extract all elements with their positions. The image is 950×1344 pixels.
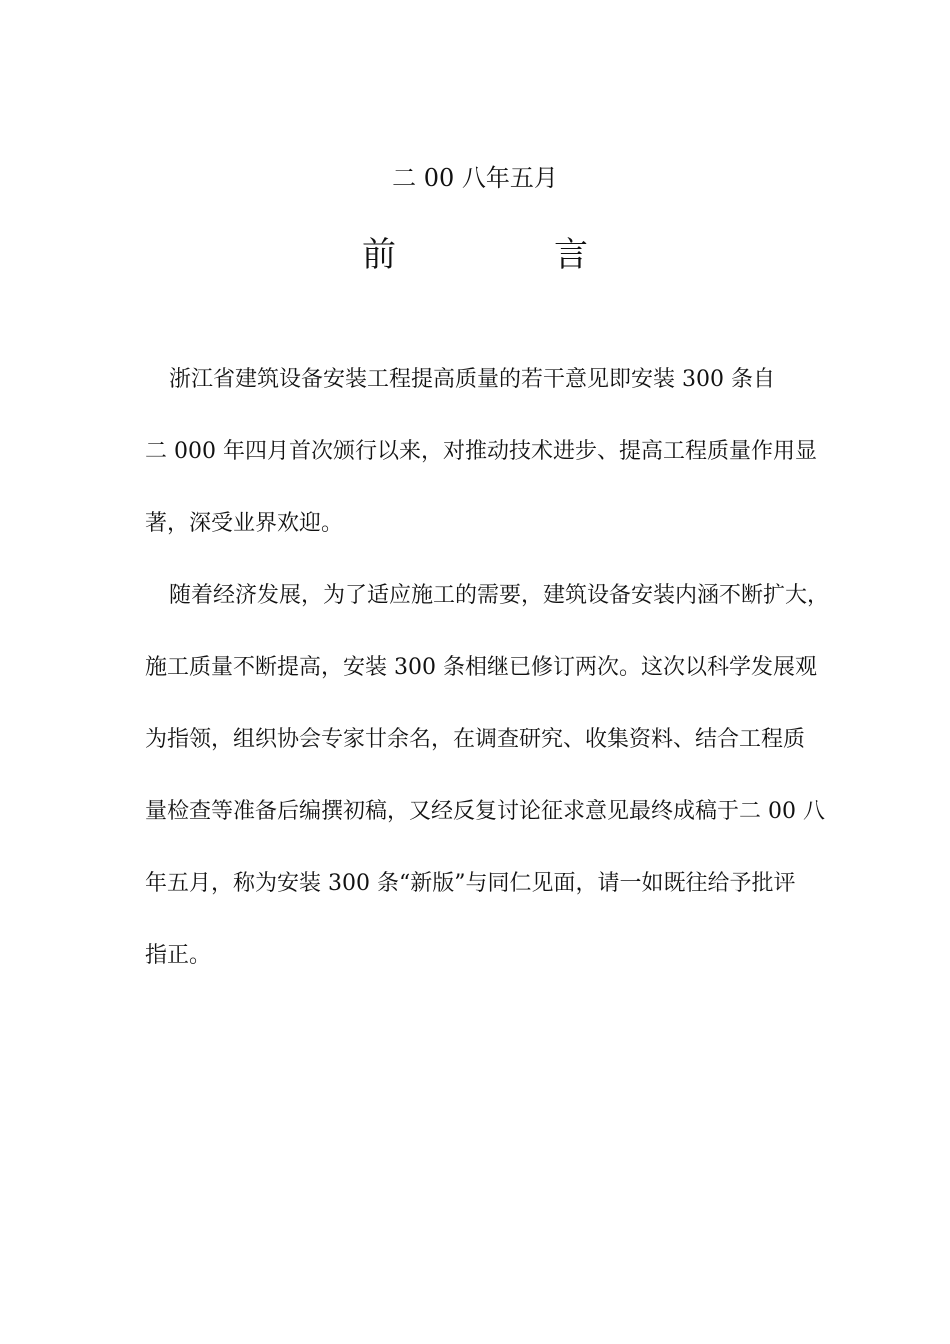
paragraph-1-line-3: 著，深受业界欢迎。 [145,511,344,536]
paragraph-2-line-1: 随着经济发展，为了适应施工的需要，建筑设备安装内涵不断扩大， [169,583,830,608]
paragraph-2-line-2: 施工质量不断提高，安装 300 条相继已修订两次。这次以科学发展观 [145,655,817,680]
date-line: 二 00 八年五月 [392,164,558,192]
paragraph-2 [145,560,835,992]
title-char-right: 言 [554,235,588,275]
paragraph-2-line-3: 为指领，组织协会专家廿余名，在调查研究、收集资料、结合工程质 [145,727,806,752]
paragraph-2-line-5: 年五月，称为安装 300 条“新版”与同仁见面，请一如既往给予批评 [145,871,796,896]
paragraph-1-line-1: 浙江省建筑设备安装工程提高质量的若干意见即安装 300 条自 [169,367,775,392]
page-title [0,230,950,280]
paragraph-2-line-4: 量检查等准备后编撰初稿，又经反复讨论征求意见最终成稿于二 00 八 [145,799,825,824]
paragraph-1-line-2: 二 000 年四月首次颁行以来，对推动技术进步、提高工程质量作用显 [145,439,817,464]
title-char-left: 前 [362,235,396,275]
paragraph-1 [145,344,835,560]
paragraph-2-line-6: 指正。 [145,943,212,968]
preface-body [145,344,835,992]
